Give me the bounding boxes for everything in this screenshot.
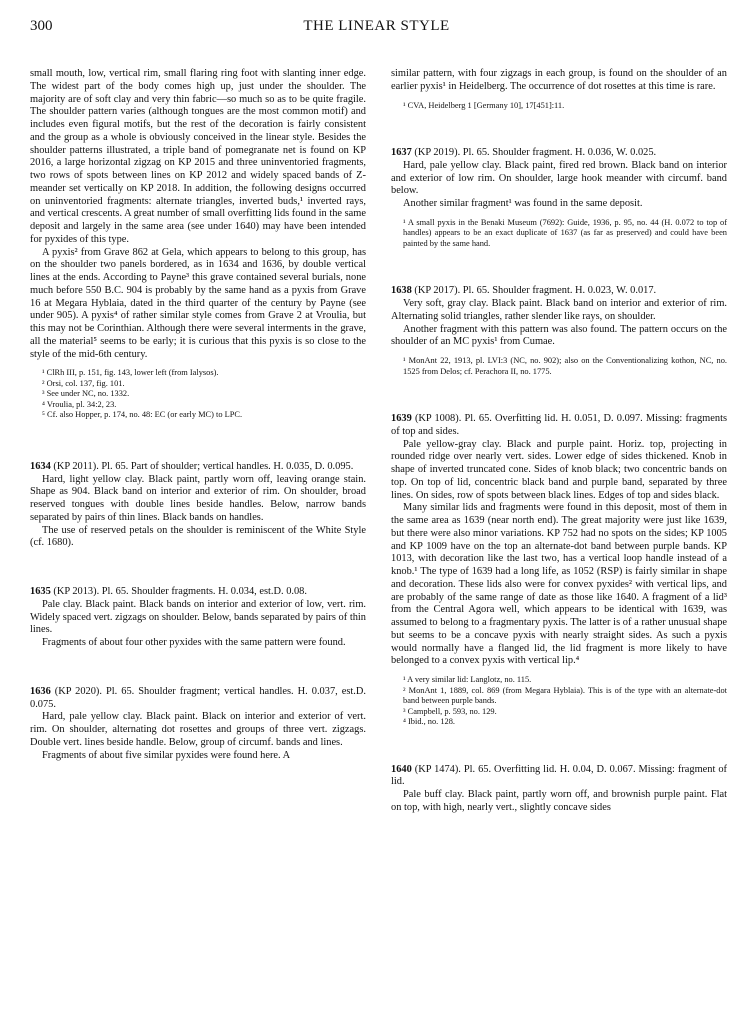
catalogue-number: 1639 <box>391 413 412 424</box>
footnote-2: ² Orsi, col. 137, fig. 101. <box>42 378 125 388</box>
intro-paragraph-1: small mouth, low, vertical rim, small flaring ring foot with slanting inner edge. The widest part of the body comes high up, just under the shoulder. The majority are of soft clay and very thin fabric—so much so as to be quite fragile. The shoulder pattern varies (although tongues are the most common motif) and includes even figural motifs, but the rest of the decoration is fairly consistent and the group as a whole is obviously conceived in the linear style. Besides the shoulder patterns illustrated, a triple band of pomegranate net is found on KP 2016, a large horizontal zigzag on KP 2015 and three uninventoried fragments, two rows of spots between lines on KP 2012 and widely spaced bands of Z-meander set vertically on KP 2018. In addition, the following designs occurred on uninventoried fragments: alternate triangles, inverted buds,¹ inverted rays, and vertical crescents. A great number of small overfitting lids found in the same deposit and largely in the same area (see under 1640) may have been intended for pyxides of this type. <box>30 68 366 245</box>
continued-footnote: ¹ CVA, Heidelberg 1 [Germany 10], 17[451]:11. <box>403 100 565 110</box>
continued-paragraph: similar pattern, with four zigzags in each group, is found on the shoulder of an earlier pyxis¹ in Heidelberg. The occurrence of dot rosettes at this time is rare. <box>391 68 727 92</box>
entry-1639-footnote-1: ¹ A very similar lid: Langlotz, no. 115. <box>403 675 532 684</box>
entry-1639-heading: 1639 (KP 1008). Pl. 65. Overfitting lid. H. 0.051, D. 0.097. Missing: fragments of top and sides. <box>391 413 727 437</box>
intro-paragraph-2: A pyxis² from Grave 862 at Gela, which appears to belong to this group, has on the shoulder two panels bordered, as in 1634 and 1636, by double vertical lines at the ends. According to Payne³ this grave contained several burials, none much before 550 B.C. 904 is probably by the same hand as a pyxis from Grave 16 at Megara Hyblaia, dated in the third quarter of the century by Payne (see under 905). A pyxis⁴ of rather similar style comes from Grave 2 at Vroulia, but this may not be Corinthian. Although there were several interments in the grave, all the material⁵ seems to be early; it is curious that this pyxis is so close to the style of the mid-6th century. <box>30 246 366 360</box>
left-column <box>30 68 366 762</box>
entry-1639-note: Many similar lids and fragments were found in this deposit, most of them in the same area as 1639 (near north end). The great majority were just like 1639, but there were also minor variations. KP 752 had no spots on the sides; KP 1005 and KP 1009 have on the top an alternate-dot band between purple bands. KP 1013, with decoration like the last two, has a vertical loop handle instead of a knob.¹ The type of 1639 had a long life, as 1052 (RSP) is fairly similar in shape and decoration. These lids also were for convex pyxides² with vertical lips, and are probably of the same range of date as those like 1640. A fragment of a lid³ from the Central Agora well, which appears to be identical with 1639, was assumed to belong to a fragmentary pyxis. The latter is of a rather unusual shape but seems to be a concave pyxis with nearly straight sides. As such a pyxis would normally have a flanged lid, the lid fragment is more likely to have belonged to a convex pyxis with vertical lip.⁴ <box>391 502 727 667</box>
entry-1634-heading: 1634 (KP 2011). Pl. 65. Part of shoulder; vertical handles. H. 0.035, D. 0.095. <box>30 460 354 472</box>
entry-1636-heading: 1636 (KP 2020). Pl. 65. Shoulder fragment; vertical handles. H. 0.037, est.D. 0.075. <box>30 685 366 710</box>
entry-1639-footnote-4: ⁴ Ibid., no. 128. <box>403 717 456 726</box>
catalogue-number: 1637 <box>391 147 412 158</box>
entry-1639-description: Pale yellow-gray clay. Black and purple paint. Horiz. top, projecting in rounded ridge over nearly vert. sides. Lower edge of sides thickened. Knob in shape of inverted truncated cone. Sides of knob black; two concentric bands on top. On top of lid, concentric black band and purple band, separated by three lines. On sides, row of spots between black lines. Edges of top and sides black. <box>391 438 727 501</box>
entry-1635-note: Fragments of about four other pyxides with the same pattern were found. <box>42 637 346 648</box>
entry-1638-heading: 1638 (KP 2017). Pl. 65. Shoulder fragment. H. 0.023, W. 0.017. <box>391 285 657 297</box>
entry-1640-heading: 1640 (KP 1474). Pl. 65. Overfitting lid. H. 0.04, D. 0.067. Missing: fragment of lid. <box>391 763 727 788</box>
entry-1637-heading: 1637 (KP 2019). Pl. 65. Shoulder fragment. H. 0.036, W. 0.025. <box>391 147 657 158</box>
catalogue-number: 1635 <box>30 586 51 597</box>
running-title: THE LINEAR STYLE <box>303 18 450 34</box>
entry-1639-footnote-2: ² MonAnt 1, 1889, col. 869 (from Megara Hyblaia). This is of the type with an alternate-dot band between purple bands. <box>403 685 727 705</box>
entry-1637-footnote: ¹ A small pyxis in the Benaki Museum (7692): Guide, 1936, p. 95, no. 44 (H. 0.072 to top of handles) appears to be an exact duplicate of 1637 (as far as preserved) and could have been painted by the same hand. <box>403 217 727 248</box>
page-number: 300 <box>30 18 53 34</box>
footnote-5: ⁵ Cf. also Hopper, p. 174, no. 48: EC (or early MC) to LPC. <box>42 410 243 420</box>
entry-1637-note: Another similar fragment¹ was found in the same deposit. <box>403 198 643 209</box>
catalogue-number: 1640 <box>391 763 412 775</box>
entry-1636-description: Hard, pale yellow clay. Black paint. Black on interior and exterior of vert. rim. On shoulder, alternating dot rosettes and groups of three vert. zigzags. Double vert. lines beside handle. Below, group of circumf. bands and lines. <box>30 711 366 748</box>
entry-1637-description: Hard, pale yellow clay. Black paint, fired red brown. Black band on interior and exterior of low rim. On shoulder, large hook meander with circumf. band below. <box>391 159 727 197</box>
entry-1638-note: Another fragment with this pattern was also found. The pattern occurs on the shoulder of an MC pyxis¹ from Cumae. <box>391 323 727 348</box>
footnote-4: ⁴ Vroulia, pl. 34:2, 23. <box>42 399 117 409</box>
footnote-1: ¹ ClRh III, p. 151, fig. 143, lower left (from Ialysos). <box>42 368 219 378</box>
entry-1635-description: Pale clay. Black paint. Black bands on interior and exterior of low, vert. rim. Widely spaced vert. zigzags on shoulder. Below, bands separated by pairs of thin lines. <box>30 598 366 636</box>
catalogue-number: 1638 <box>391 285 412 297</box>
right-column <box>391 68 727 815</box>
catalogue-number: 1634 <box>30 460 51 472</box>
entry-1634-note: The use of reserved petals on the shoulder is reminiscent of the White Style (cf. 1680). <box>30 524 366 549</box>
catalogue-number: 1636 <box>30 685 51 697</box>
entry-1640-description: Pale buff clay. Black paint, partly worn off, and brownish purple paint. Flat on top, with high, nearly vert., slightly concave sides <box>391 789 727 813</box>
entry-1639-footnote-3: ³ Campbell, p. 593, no. 129. <box>403 706 497 716</box>
footnote-3: ³ See under NC, no. 1332. <box>42 389 130 399</box>
entry-1638-footnote: ¹ MonAnt 22, 1913, pl. LVI:3 (NC, no. 902); also on the Conventionalizing kothon, NC, no. 1525 from Delos; cf. Perachora II, no. 1775. <box>403 356 727 376</box>
entry-1634-description: Hard, light yellow clay. Black paint, partly worn off, leaving orange stain. Shape as 904. Black band on interior and exterior of rim. On shoulder, broad reserved tongues with double lines beside handles. Below, narrow bands separated by pairs of thin lines. Black bands on handles. <box>30 473 366 523</box>
entry-1636-note: Fragments of about five similar pyxides were found here. A <box>42 749 291 761</box>
entry-1635-heading: 1635 (KP 2013). Pl. 65. Shoulder fragments. H. 0.034, est.D. 0.08. <box>30 586 307 597</box>
entry-1638-description: Very soft, gray clay. Black paint. Black band on interior and exterior of rim. Alternating solid triangles, rather slender like rays, on shoulder. <box>391 298 727 322</box>
